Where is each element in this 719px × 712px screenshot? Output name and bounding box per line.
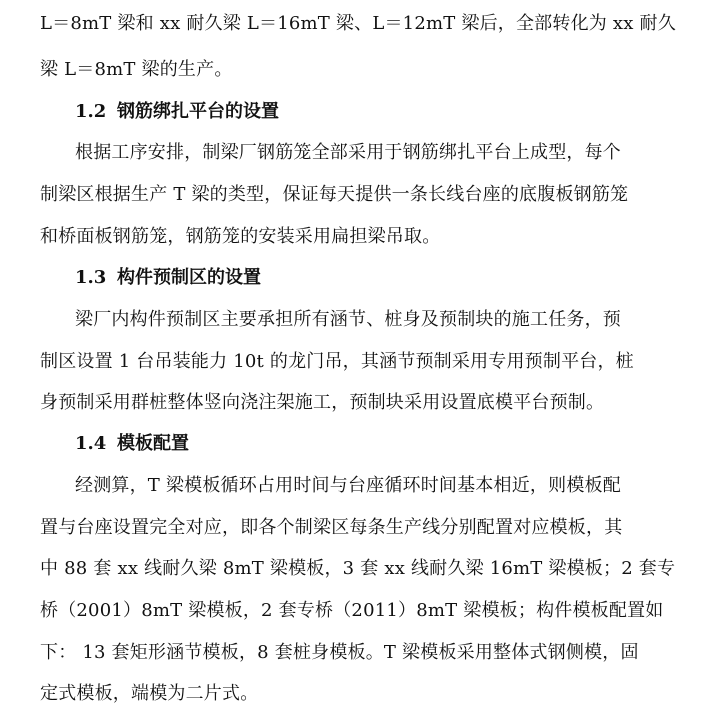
section-heading-1-3 (75, 266, 261, 290)
section-1-3-line-1: 梁厂内构件预制区主要承担所有涵节、桩身及预制块的施工任务，预 (75, 309, 621, 330)
section-number: 1.2 (75, 101, 107, 122)
section-title: 构件预制区的设置 (117, 267, 261, 288)
section-1-4-line-6: 定式模板，端模为二片式。 (40, 683, 259, 704)
section-number: 1.4 (75, 433, 107, 454)
section-number: 1.3 (75, 267, 107, 288)
intro-line-2: 梁 L＝8mT 梁的生产。 (40, 59, 233, 80)
section-1-2-line-2: 制梁区根据生产 T 梁的类型，保证每天提供一条长线台座的底腹板钢筋笼 (40, 184, 629, 205)
section-1-2-line-1: 根据工序安排，制梁厂钢筋笼全部采用于钢筋绑扎平台上成型，每个 (75, 142, 621, 163)
section-title: 钢筋绑扎平台的设置 (117, 101, 279, 122)
section-1-2-line-3: 和桥面板钢筋笼，钢筋笼的安装采用扁担梁吊取。 (40, 226, 441, 247)
section-1-3-line-2: 制区设置 1 台吊装能力 10t 的龙门吊，其涵节预制采用专用预制平台，桩 (40, 351, 634, 372)
section-1-4-line-4: 桥（2001）8mT 梁模板，2 套专桥（2011）8mT 梁模板；构件模板配置如 (40, 600, 664, 621)
section-1-4-line-3: 中 88 套 xx 线耐久梁 8mT 梁模板，3 套 xx 线耐久梁 16mT 梁模板；2 套专 (40, 558, 676, 579)
section-1-4-line-5: 下： 13 套矩形涵节模板，8 套桩身模板。T 梁模板采用整体式钢侧模，固 (40, 642, 639, 663)
intro-line-1: L＝8mT 梁和 xx 耐久梁 L＝16mT 梁、L＝12mT 梁后，全部转化为 xx 耐久 (40, 13, 676, 34)
section-1-3-line-3: 身预制采用群桩整体竖向浇注架施工，预制块采用设置底模平台预制。 (40, 392, 605, 413)
section-1-4-line-1: 经测算，T 梁模板循环占用时间与台座循环时间基本相近，则模板配 (75, 475, 621, 496)
section-title: 模板配置 (117, 433, 189, 454)
section-1-4-line-2: 置与台座设置完全对应，即各个制梁区每条生产线分别配置对应模板，其 (40, 517, 623, 538)
section-heading-1-4 (75, 432, 189, 456)
section-heading-1-2 (75, 100, 279, 124)
